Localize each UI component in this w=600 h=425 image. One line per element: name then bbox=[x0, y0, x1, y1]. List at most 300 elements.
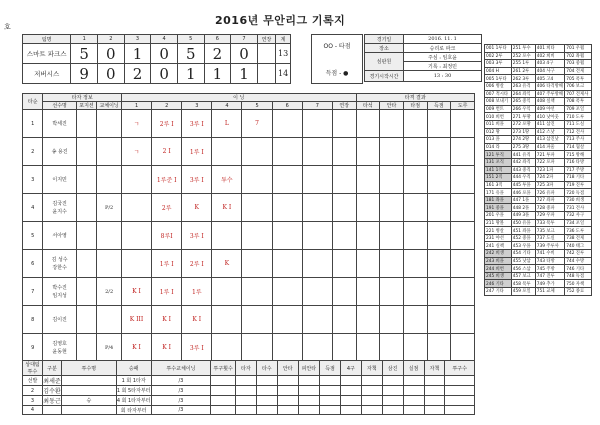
result-cell bbox=[427, 166, 451, 194]
legend-code: 406 타격방해 bbox=[536, 84, 563, 90]
pitch-stat-cell bbox=[445, 386, 475, 396]
inning-cell bbox=[212, 278, 242, 306]
result-cell bbox=[403, 110, 427, 138]
legend-code: 262 3루 bbox=[511, 75, 535, 83]
legend-code: 402 희비 bbox=[535, 52, 564, 60]
batter-pos bbox=[76, 250, 96, 278]
pitch-stat-cell bbox=[256, 406, 277, 415]
batter-row bbox=[23, 306, 475, 334]
batter-name: 김영호 bbox=[52, 340, 67, 347]
result-cell bbox=[403, 334, 427, 362]
batter-name: 윤동현 bbox=[52, 348, 67, 355]
legend-code: 728 중파 bbox=[535, 204, 564, 212]
play-mark: K I bbox=[162, 316, 172, 323]
pitcher-name: 최동근 bbox=[43, 396, 62, 406]
play-mark: ㄱ bbox=[133, 121, 140, 128]
batter-name: 강한수 bbox=[52, 264, 67, 271]
legend-code: 453 우플 bbox=[511, 242, 535, 250]
legend-code: 191 중플 bbox=[485, 204, 512, 212]
result-cell bbox=[356, 138, 380, 166]
legend-code: 245 희생 bbox=[485, 272, 512, 280]
legend-row bbox=[485, 166, 592, 174]
pitcher-sub: 1 회 1타자 bbox=[116, 376, 151, 386]
col-inning-5: 5 bbox=[242, 102, 272, 110]
legend-code: 444 우직 bbox=[511, 174, 535, 182]
inning-cell bbox=[242, 222, 272, 250]
pitch-stat-cell bbox=[211, 406, 236, 415]
pitch-stat-cell bbox=[277, 396, 298, 406]
legend-row bbox=[485, 120, 592, 128]
pitch-stat-cell bbox=[445, 406, 475, 415]
legend-code: 741 수비 bbox=[535, 250, 564, 258]
result-cell bbox=[427, 194, 451, 222]
batter-row bbox=[23, 222, 475, 250]
sb-row-away bbox=[23, 44, 291, 64]
pitch-stat-cell bbox=[235, 396, 256, 406]
inning-cell bbox=[212, 138, 242, 166]
batter-sub: P/4 bbox=[97, 334, 122, 362]
pitch-stat-cell bbox=[340, 396, 361, 406]
legend-code: 445 투플 bbox=[511, 181, 535, 189]
result-cell bbox=[332, 222, 356, 250]
legend-code: 272 포땅 bbox=[511, 120, 535, 128]
legend-row bbox=[485, 189, 592, 197]
legend-code: 701 우월 bbox=[565, 45, 592, 53]
result-cell bbox=[380, 334, 404, 362]
play-mark: K I bbox=[222, 204, 232, 211]
inning-cell bbox=[302, 194, 332, 222]
batter-name-cell bbox=[43, 138, 76, 166]
legend-code: 452 중플 bbox=[511, 234, 535, 242]
legend-code: 013 플 bbox=[485, 136, 512, 144]
legend-code: 009 번트 bbox=[485, 105, 512, 113]
pitch-stat-cell bbox=[382, 396, 403, 406]
legend-code: 459 포일 bbox=[511, 288, 535, 296]
inning-cell bbox=[212, 166, 242, 194]
legend-code: 408 실책 bbox=[535, 98, 564, 106]
batter-order: 1 bbox=[23, 110, 43, 138]
legend-row bbox=[485, 82, 592, 90]
result-cell bbox=[356, 166, 380, 194]
inning-cell bbox=[182, 110, 212, 138]
pitch-stat-cell bbox=[256, 396, 277, 406]
inning-cell bbox=[242, 166, 272, 194]
inning-cell bbox=[182, 194, 212, 222]
info-value: 2016. 11. 1 bbox=[404, 35, 482, 44]
inning-cell bbox=[242, 334, 272, 362]
legend-code: 273 1땅 bbox=[511, 128, 535, 136]
sb-head-6: 6 bbox=[204, 35, 231, 44]
pitcher-no: 3 bbox=[23, 396, 43, 406]
inning-cell bbox=[272, 194, 302, 222]
legend-row bbox=[485, 288, 592, 296]
legend-code: 447 1플 bbox=[511, 196, 535, 204]
batter-name-cell bbox=[43, 110, 76, 138]
legend-code: 006 병살 bbox=[485, 82, 512, 90]
legend-code: 725 3파 bbox=[535, 181, 564, 189]
legend-code: 740 태그 bbox=[565, 242, 592, 250]
pitcher-row bbox=[23, 396, 475, 406]
play-mark: 1루준 I bbox=[156, 177, 177, 184]
result-cell bbox=[451, 306, 475, 334]
batter-pos bbox=[76, 194, 96, 222]
note-rbi: OO - 타점 bbox=[323, 43, 351, 50]
inning-cell bbox=[152, 166, 182, 194]
pitcher-sub: 회 타자부터 bbox=[116, 406, 151, 415]
pitcher-row bbox=[23, 376, 475, 386]
pitcher-ip: /3 bbox=[151, 406, 211, 415]
legend-row bbox=[485, 67, 592, 75]
result-cell bbox=[332, 334, 356, 362]
inning-cell bbox=[152, 110, 182, 138]
play-mark: 1루 bbox=[191, 289, 202, 296]
info-value: 승리로 파크 bbox=[404, 44, 482, 53]
batter-sub bbox=[97, 166, 122, 194]
result-cell bbox=[427, 306, 451, 334]
sb-head-extra: 연장 bbox=[257, 35, 275, 44]
legend-code: 008 보내기 bbox=[485, 98, 512, 106]
legend-code: 003 3루 bbox=[485, 60, 512, 68]
inning-cell bbox=[182, 334, 212, 362]
pitch-stat-cell bbox=[235, 406, 256, 415]
pitch-stat-cell bbox=[361, 396, 382, 406]
result-cell bbox=[451, 138, 475, 166]
legend-code: 716 타방 bbox=[565, 158, 592, 166]
pitch-stat-cell bbox=[256, 386, 277, 396]
p-col: 승패 bbox=[116, 361, 151, 376]
pitch-stat-cell bbox=[424, 406, 445, 415]
p-col: 구분 bbox=[43, 361, 62, 376]
batter-name-cell bbox=[43, 306, 76, 334]
inning-cell bbox=[272, 110, 302, 138]
sb-head-2: 2 bbox=[98, 35, 125, 44]
section-inning: 이 닝 bbox=[121, 94, 356, 102]
legend-code: 747 진루 bbox=[535, 272, 564, 280]
legend-code: 730 희생 bbox=[565, 196, 592, 204]
legend-row bbox=[485, 158, 592, 166]
play-mark: L bbox=[224, 120, 229, 127]
result-cell bbox=[451, 250, 475, 278]
sb-head-4: 4 bbox=[151, 35, 178, 44]
inning-cell bbox=[272, 222, 302, 250]
col-name: 선수명 bbox=[43, 102, 76, 110]
legend-code: 705 폭투 bbox=[565, 75, 592, 83]
legend-code: 161 3직 bbox=[485, 181, 512, 189]
pitcher-ip: /3 bbox=[151, 376, 211, 386]
legend-code: 732 사구 bbox=[565, 212, 592, 220]
result-cell bbox=[427, 278, 451, 306]
pitcher-no: 선발 bbox=[23, 376, 43, 386]
sb-team-name: 스마트 파크스 bbox=[23, 44, 71, 64]
inning-cell bbox=[121, 110, 151, 138]
result-cell bbox=[332, 306, 356, 334]
pitch-stat-cell bbox=[382, 376, 403, 386]
legend-row bbox=[485, 90, 592, 98]
legend-code: 746 기타 bbox=[565, 265, 592, 273]
p-col: 삼진 bbox=[382, 361, 403, 376]
sb-head-7: 7 bbox=[231, 35, 258, 44]
legend-code: 719 진루 bbox=[565, 181, 592, 189]
legend-code: 441 유직 bbox=[511, 151, 535, 159]
game-info bbox=[364, 34, 482, 82]
inning-cell bbox=[302, 306, 332, 334]
legend-code: 405 고4 bbox=[535, 75, 564, 83]
legend-code: 410 낫아웃 bbox=[535, 113, 564, 121]
play-mark: K I bbox=[132, 344, 141, 351]
sb-team-name: 저버시스 bbox=[23, 64, 71, 84]
result-cell bbox=[427, 138, 451, 166]
legend-code: 274 2땅 bbox=[511, 136, 535, 144]
col-inning-3: 3 bbox=[182, 102, 212, 110]
legend-row bbox=[485, 151, 592, 159]
batter-pos bbox=[76, 334, 96, 362]
legend-code: 706 보크 bbox=[565, 82, 592, 90]
pitcher-result bbox=[61, 376, 116, 386]
pitcher-result bbox=[61, 386, 116, 396]
legend-code: 458 폭투 bbox=[511, 280, 535, 288]
batting-rows bbox=[23, 110, 475, 362]
sb-total: 13 bbox=[276, 44, 291, 64]
legend-code: 012 땅 bbox=[485, 128, 512, 136]
result-cell bbox=[356, 194, 380, 222]
sb-extra bbox=[257, 64, 275, 84]
sb-inning-score: 0 bbox=[98, 44, 125, 64]
legend-code: 715 방해 bbox=[565, 151, 592, 159]
legend-code: 414 파울 bbox=[535, 143, 564, 151]
pitch-stat-cell bbox=[277, 406, 298, 415]
legend-code: 403 4구 bbox=[535, 60, 564, 68]
inning-cell bbox=[152, 222, 182, 250]
col-rbi: 타점 bbox=[403, 102, 427, 110]
legend-code: 252 포수 bbox=[511, 52, 535, 60]
batter-sub bbox=[97, 306, 122, 334]
info-value: 주심 : 임호윤 bbox=[404, 53, 482, 62]
legend-row bbox=[485, 113, 592, 121]
play-mark: 2루 bbox=[161, 205, 172, 212]
sb-inning-score: 5 bbox=[71, 44, 98, 64]
inning-cell bbox=[302, 110, 332, 138]
inning-cell bbox=[302, 166, 332, 194]
pitcher-ip: /3 bbox=[151, 386, 211, 396]
play-mark: 2루 I bbox=[189, 261, 204, 268]
p-col: 타자 bbox=[235, 361, 256, 376]
legend-code: 246 기타 bbox=[485, 280, 512, 288]
result-cell bbox=[403, 222, 427, 250]
inning-cell bbox=[182, 306, 212, 334]
legend-code: 727 좌파 bbox=[535, 196, 564, 204]
p-col: 실점 bbox=[403, 361, 424, 376]
legend-code: 451 좌플 bbox=[511, 227, 535, 235]
legend-code: 247 기타 bbox=[485, 288, 512, 296]
result-cell bbox=[380, 278, 404, 306]
legend-row bbox=[485, 136, 592, 144]
p-col: 타수 bbox=[256, 361, 277, 376]
legend-code: 456 스삼 bbox=[511, 265, 535, 273]
legend-code: 735 보크 bbox=[535, 227, 564, 235]
result-cell bbox=[332, 138, 356, 166]
section-batter: 타자 정보 bbox=[43, 94, 122, 102]
inning-cell bbox=[302, 138, 332, 166]
legend-row bbox=[485, 105, 592, 113]
pitch-stat-cell bbox=[320, 376, 341, 386]
legend-code: 181 좌플 bbox=[485, 196, 512, 204]
legend-row bbox=[485, 219, 592, 227]
inning-cell bbox=[242, 306, 272, 334]
batter-name-cell bbox=[43, 334, 76, 362]
legend-code: 014 라 bbox=[485, 143, 512, 151]
col-sb: 도루 bbox=[451, 102, 475, 110]
batter-sub bbox=[97, 110, 122, 138]
result-cell bbox=[356, 306, 380, 334]
sb-inning-score: 1 bbox=[124, 44, 151, 64]
inning-cell bbox=[242, 110, 272, 138]
sb-inning-score: 0 bbox=[231, 44, 258, 64]
batter-order: 6 bbox=[23, 250, 43, 278]
legend-code: 446 포플 bbox=[511, 189, 535, 197]
play-mark: ㄱ bbox=[133, 149, 140, 156]
legend-code: 151 2직 bbox=[485, 174, 512, 182]
play-mark: 1루 I bbox=[189, 149, 204, 156]
inning-cell bbox=[302, 222, 332, 250]
batter-name: 윤지수 bbox=[52, 208, 67, 215]
legend-code: 729 우파 bbox=[535, 212, 564, 220]
legend-row bbox=[485, 212, 592, 220]
batter-name: 서아영 bbox=[52, 232, 67, 239]
pitcher-result: 승 bbox=[61, 396, 116, 406]
legend-code: 141 1직 bbox=[485, 166, 512, 174]
info-value: 기록 : 최정민 bbox=[404, 62, 482, 71]
legend-code: 401 희타 bbox=[535, 45, 564, 53]
sb-inning-score: 2 bbox=[204, 44, 231, 64]
legend-code: 412 스낫 bbox=[535, 128, 564, 136]
legend-code: 718 기타 bbox=[565, 174, 592, 182]
legend-code: 265 중익 bbox=[511, 98, 535, 106]
pitch-stat-cell bbox=[211, 386, 236, 396]
result-cell bbox=[403, 306, 427, 334]
info-label: 심판원 bbox=[365, 53, 404, 71]
sb-head-3: 3 bbox=[124, 35, 151, 44]
legend-code: 714 협살 bbox=[565, 143, 592, 151]
sb-head-1: 1 bbox=[71, 35, 98, 44]
col-inning-7: 7 bbox=[302, 102, 332, 110]
play-mark: 8루I bbox=[160, 233, 173, 240]
inning-cell bbox=[302, 250, 332, 278]
legend-row bbox=[485, 250, 592, 258]
inning-cell bbox=[242, 278, 272, 306]
sb-inning-score: 1 bbox=[231, 64, 258, 84]
pitch-stat-cell bbox=[361, 406, 382, 415]
info-label: 경기일 bbox=[365, 35, 404, 44]
inning-cell bbox=[121, 194, 151, 222]
batter-name: 김이진 bbox=[52, 316, 67, 323]
legend-code: 709 포일 bbox=[565, 105, 592, 113]
result-cell bbox=[403, 278, 427, 306]
batter-row bbox=[23, 110, 475, 138]
batter-pos bbox=[76, 278, 96, 306]
play-mark: K III bbox=[129, 316, 144, 323]
legend-code: 404 사구 bbox=[535, 67, 564, 75]
legend-code: 411 삼진 bbox=[535, 120, 564, 128]
result-cell bbox=[332, 166, 356, 194]
page-title: 2016년 무안리그 기록지 bbox=[215, 14, 346, 27]
legend-code: 266 우익 bbox=[511, 105, 535, 113]
sb-head-team: 팀명 bbox=[23, 35, 71, 44]
p-col: 투구수 bbox=[445, 361, 475, 376]
inning-cell bbox=[272, 278, 302, 306]
pitch-stat-cell bbox=[340, 406, 361, 415]
inning-cell bbox=[121, 278, 151, 306]
scoreboard bbox=[22, 34, 291, 84]
pitch-stat-cell bbox=[340, 376, 361, 386]
p-col: 투수명 bbox=[61, 361, 116, 376]
batter-name: 박세진 bbox=[52, 120, 67, 127]
legend-code: 231 야선 bbox=[485, 234, 512, 242]
sb-inning-score: 1 bbox=[204, 64, 231, 84]
legend-code: 726 유파 bbox=[535, 189, 564, 197]
pitch-stat-cell bbox=[277, 376, 298, 386]
batter-row bbox=[23, 194, 475, 222]
inning-cell bbox=[272, 138, 302, 166]
result-cell bbox=[451, 110, 475, 138]
pitch-stat-cell bbox=[320, 386, 341, 396]
pitcher-sub: 1 회 5타자부터 bbox=[116, 386, 151, 396]
legend-code: 261 2루 bbox=[511, 67, 535, 75]
pitch-stat-cell bbox=[361, 376, 382, 386]
batter-pos bbox=[76, 110, 96, 138]
inning-cell bbox=[152, 250, 182, 278]
result-cell bbox=[427, 250, 451, 278]
legend-row bbox=[485, 204, 592, 212]
legend-code: 743 타방 bbox=[535, 257, 564, 265]
result-cell bbox=[380, 138, 404, 166]
inning-cell bbox=[121, 222, 151, 250]
col-inning-1: 1 bbox=[121, 102, 151, 110]
legend-code: 005 1루타 bbox=[485, 75, 512, 83]
pitcher-no: 4 bbox=[23, 406, 43, 415]
batter-name-cell bbox=[43, 194, 76, 222]
inning-cell bbox=[152, 334, 182, 362]
batter-pos bbox=[76, 166, 96, 194]
batter-row bbox=[23, 138, 475, 166]
legend-code: 221 병살 bbox=[485, 227, 512, 235]
col-inning-4: 4 bbox=[212, 102, 242, 110]
inning-cell bbox=[212, 306, 242, 334]
legend-row bbox=[485, 75, 592, 83]
legend-code: 711 도실 bbox=[565, 120, 592, 128]
p-col: 자책 bbox=[424, 361, 445, 376]
legend-row bbox=[485, 181, 592, 189]
inning-cell bbox=[121, 306, 151, 334]
sb-inning-score: 0 bbox=[98, 64, 125, 84]
col-inning-6: 6 bbox=[272, 102, 302, 110]
sb-inning-score: 2 bbox=[124, 64, 151, 84]
pitch-stat-cell bbox=[403, 396, 424, 406]
inning-cell bbox=[182, 222, 212, 250]
pitcher-ip: /3 bbox=[151, 396, 211, 406]
play-mark: 3루 I bbox=[189, 233, 204, 240]
inning-cell bbox=[242, 138, 272, 166]
legend-code: 737 도실 bbox=[535, 234, 564, 242]
inning-cell bbox=[152, 138, 182, 166]
sb-head-5: 5 bbox=[177, 35, 204, 44]
result-cell bbox=[451, 166, 475, 194]
inning-cell bbox=[272, 306, 302, 334]
batter-pos bbox=[76, 222, 96, 250]
legend-code: 448 2플 bbox=[511, 204, 535, 212]
inning-cell bbox=[152, 306, 182, 334]
inning-cell bbox=[272, 166, 302, 194]
legend-code: 251 투수 bbox=[511, 45, 535, 53]
